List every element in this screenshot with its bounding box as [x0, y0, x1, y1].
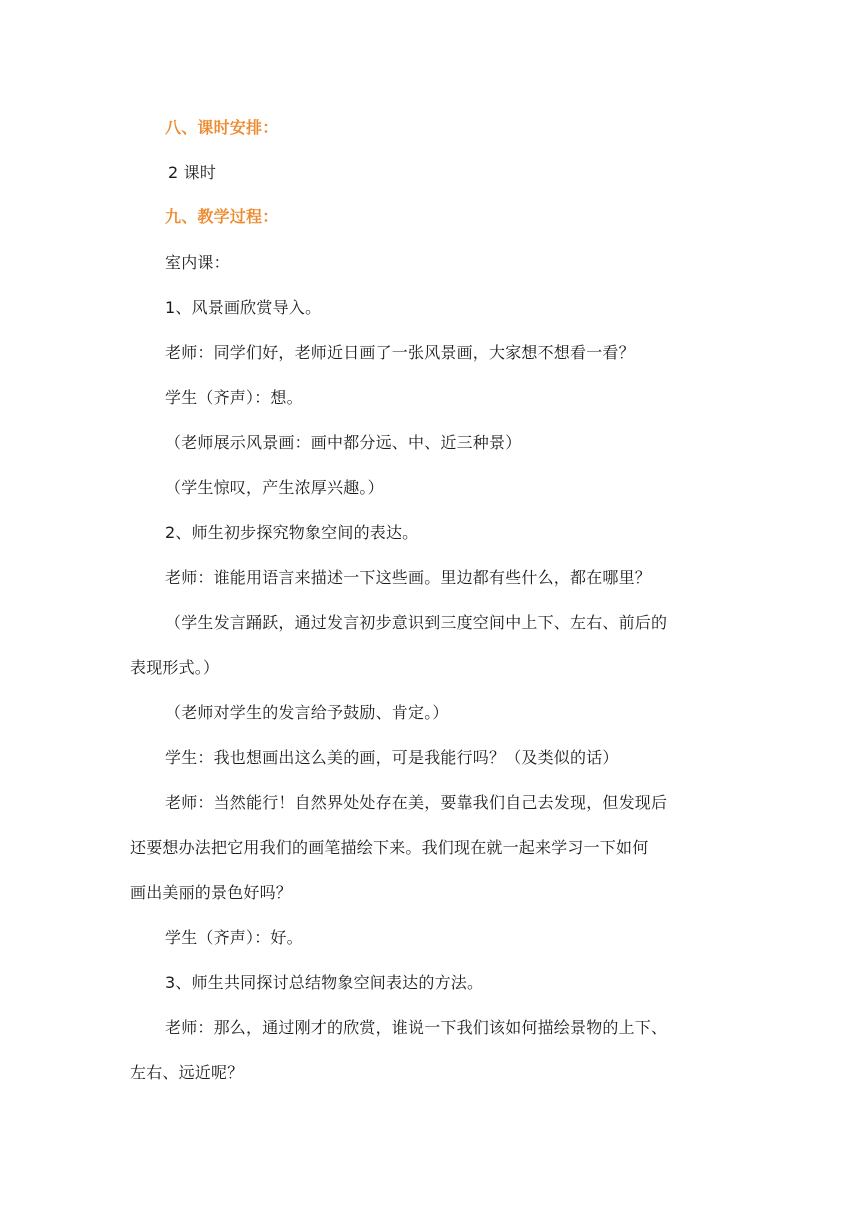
paragraph: （学生发言踊跃，通过发言初步意识到三度空间中上下、左右、前后的 [165, 613, 668, 632]
paragraph: （老师对学生的发言给予鼓励、肯定。） [165, 703, 449, 722]
paragraph: （老师展示风景画：画中都分远、中、近三种景） [165, 433, 522, 452]
paragraph-continuation: 还要想办法把它用我们的画笔描绘下来。我们现在就一起来学习一下如何 [130, 838, 649, 857]
paragraph: 2、师生初步探究物象空间的表达。 [165, 523, 419, 542]
section-heading-schedule: 八、课时安排： [165, 118, 279, 137]
paragraph-continuation: 表现形式。） [130, 658, 220, 677]
schedule-content: 2 课时 [168, 163, 217, 182]
paragraph: 老师：谁能用语言来描述一下这些画。里边都有些什么，都在哪里？ [165, 568, 652, 587]
paragraph: 老师：当然能行！自然界处处存在美，要靠我们自己去发现，但发现后 [165, 793, 668, 812]
section-heading-process: 九、教学过程： [165, 207, 279, 226]
paragraph: （学生惊叹，产生浓厚兴趣。） [165, 478, 384, 497]
paragraph: 学生（齐声）：好。 [165, 928, 303, 947]
paragraph: 3、师生共同探讨总结物象空间表达的方法。 [165, 973, 484, 992]
paragraph: 学生（齐声）：想。 [165, 388, 303, 407]
paragraph: 老师：那么，通过刚才的欣赏，谁说一下我们该如何描绘景物的上下、 [165, 1018, 668, 1037]
paragraph-continuation: 左右、远近呢？ [130, 1063, 244, 1082]
paragraph-continuation: 画出美丽的景色好吗？ [130, 883, 293, 902]
paragraph: 1、风景画欣赏导入。 [165, 298, 322, 317]
paragraph: 老师：同学们好，老师近日画了一张风景画，大家想不想看一看？ [165, 343, 635, 362]
paragraph: 室内课： [165, 253, 230, 272]
paragraph: 学生：我也想画出这么美的画，可是我能行吗？（及类似的话） [165, 748, 619, 767]
